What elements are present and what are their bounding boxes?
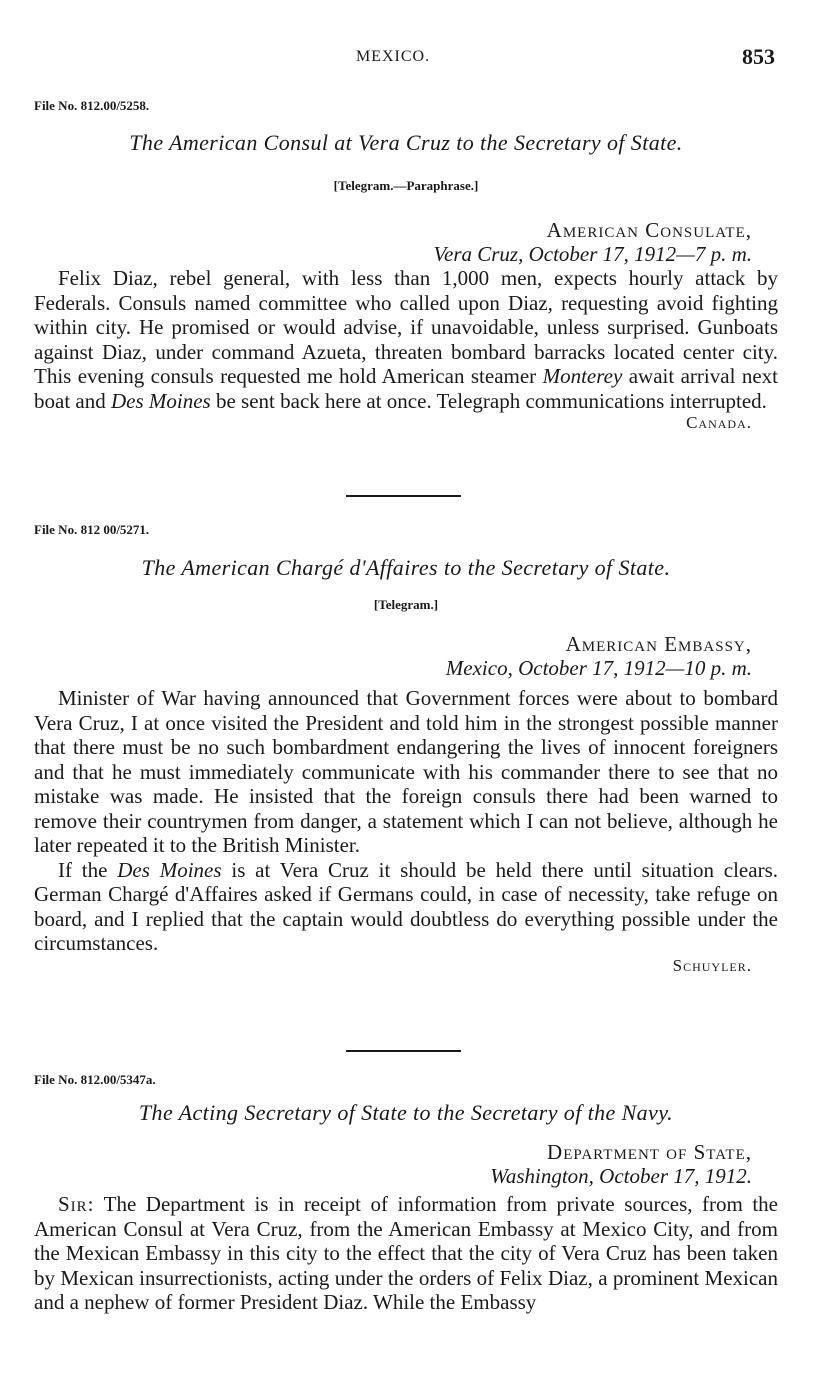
doc2-ship: Des Moines — [117, 857, 222, 882]
doc3-salutation: Sir: — [58, 1192, 95, 1216]
doc1-file-no: File No. 812.00/5258. — [34, 98, 150, 113]
page-number: 853 — [742, 44, 775, 69]
doc3-file-no-block — [34, 1072, 778, 1088]
doc2-place: American Embassy, — [565, 632, 752, 656]
doc1-title-block — [34, 130, 778, 156]
doc2-file-no: File No. 812 00/5271. — [34, 522, 150, 537]
doc1-ship-1: Monterey — [542, 364, 623, 388]
doc3-dateline — [34, 1140, 778, 1188]
doc2-note-block — [34, 597, 778, 613]
doc2-note: [Telegram.] — [373, 597, 439, 612]
doc3-body-text: The Department is in receipt of information from private sources, from the American Consul at Vera Cruz, from the American Embassy at Mexico City, and from the Mexican Embassy in this city to the effect that the city of Vera Cruz has been taken by Mexican insurrectionists, acting under the orders of Felix Diaz, a prominent Mexican and a nephew of former President Diaz. While the Embassy — [34, 1192, 778, 1314]
doc2-file-no-block — [34, 522, 778, 538]
doc1-body-block — [34, 266, 778, 433]
doc1-body-c: be sent back here at once. Telegraph communications interrupted. — [210, 388, 767, 413]
doc1-place: American Consulate, — [546, 218, 752, 242]
doc1-dateline — [34, 218, 778, 266]
doc1-body-b: await arrival next boat and — [34, 364, 778, 413]
doc2-para2-b: is at Vera Cruz it should be held there until situation clears. German Chargé d'Affaires asked if Germans could, in case of necessity, take refuge on board, and I replied that the captain would doubtless do everything possible under the circumstances. — [34, 857, 778, 955]
doc2-signature: Schuyler. — [672, 955, 752, 975]
doc2-para2-a: If the — [58, 857, 118, 882]
doc1-body — [34, 266, 778, 413]
running-title: MEXICO. — [356, 48, 431, 65]
doc2-title: The American Chargé d'Affaires to the Secretary of State. — [141, 555, 671, 580]
section-divider — [346, 495, 461, 497]
doc2-date: Mexico, October 17, 1912—10 p. m. — [445, 656, 752, 680]
doc3-title-block — [34, 1100, 778, 1126]
doc1-note: [Telegram.—Paraphrase.] — [333, 178, 479, 193]
doc1-title: The American Consul at Vera Cruz to the Secretary of State. — [129, 130, 683, 155]
doc1-date: Vera Cruz, October 17, 1912—7 p. m. — [433, 242, 752, 266]
doc2-para2 — [34, 858, 778, 956]
doc3-place: Department of State, — [547, 1140, 752, 1164]
doc2-body-block — [34, 686, 778, 976]
doc1-note-block — [34, 178, 778, 194]
doc2-title-block — [34, 555, 778, 581]
doc3-file-no: File No. 812.00/5347a. — [34, 1072, 156, 1087]
doc1-signature: Canada. — [686, 413, 752, 432]
doc3-date: Washington, October 17, 1912. — [490, 1164, 752, 1188]
doc1-ship-2: Des Moines — [110, 388, 211, 413]
doc3-body-block — [34, 1192, 778, 1315]
doc1-file-no-block — [34, 98, 778, 114]
running-head — [0, 44, 825, 74]
doc1-body-a: Felix Diaz, rebel general, with less than 1,000 men, expects hourly attack by Federals. Consuls named committee who called upon Diaz, requesting avoid fighting within city. He promised or would advise, if unavoidable, unless surprised. Gunboats against Diaz, under command Azueta, threaten bombard barracks located center city. This evening consuls requested me hold American steamer — [34, 266, 778, 388]
doc2-para1: Minister of War having announced that Government forces were about to bombard Vera Cruz, I at once visited the President and told him in the strongest possible manner that there must be no such bombardment endangering the lives of innocent foreigners and that he must immediately communicate with his commander there to see that no mistake was made. He insisted that the foreign consuls there had been warned to remove their countrymen from danger, a statement which I can not believe, although he later repeated it to the British Minister. — [34, 686, 778, 857]
doc3-body — [34, 1192, 778, 1315]
doc2-dateline — [34, 632, 778, 680]
doc3-title: The Acting Secretary of State to the Secretary of the Navy. — [138, 1100, 674, 1125]
section-divider — [346, 1050, 461, 1052]
